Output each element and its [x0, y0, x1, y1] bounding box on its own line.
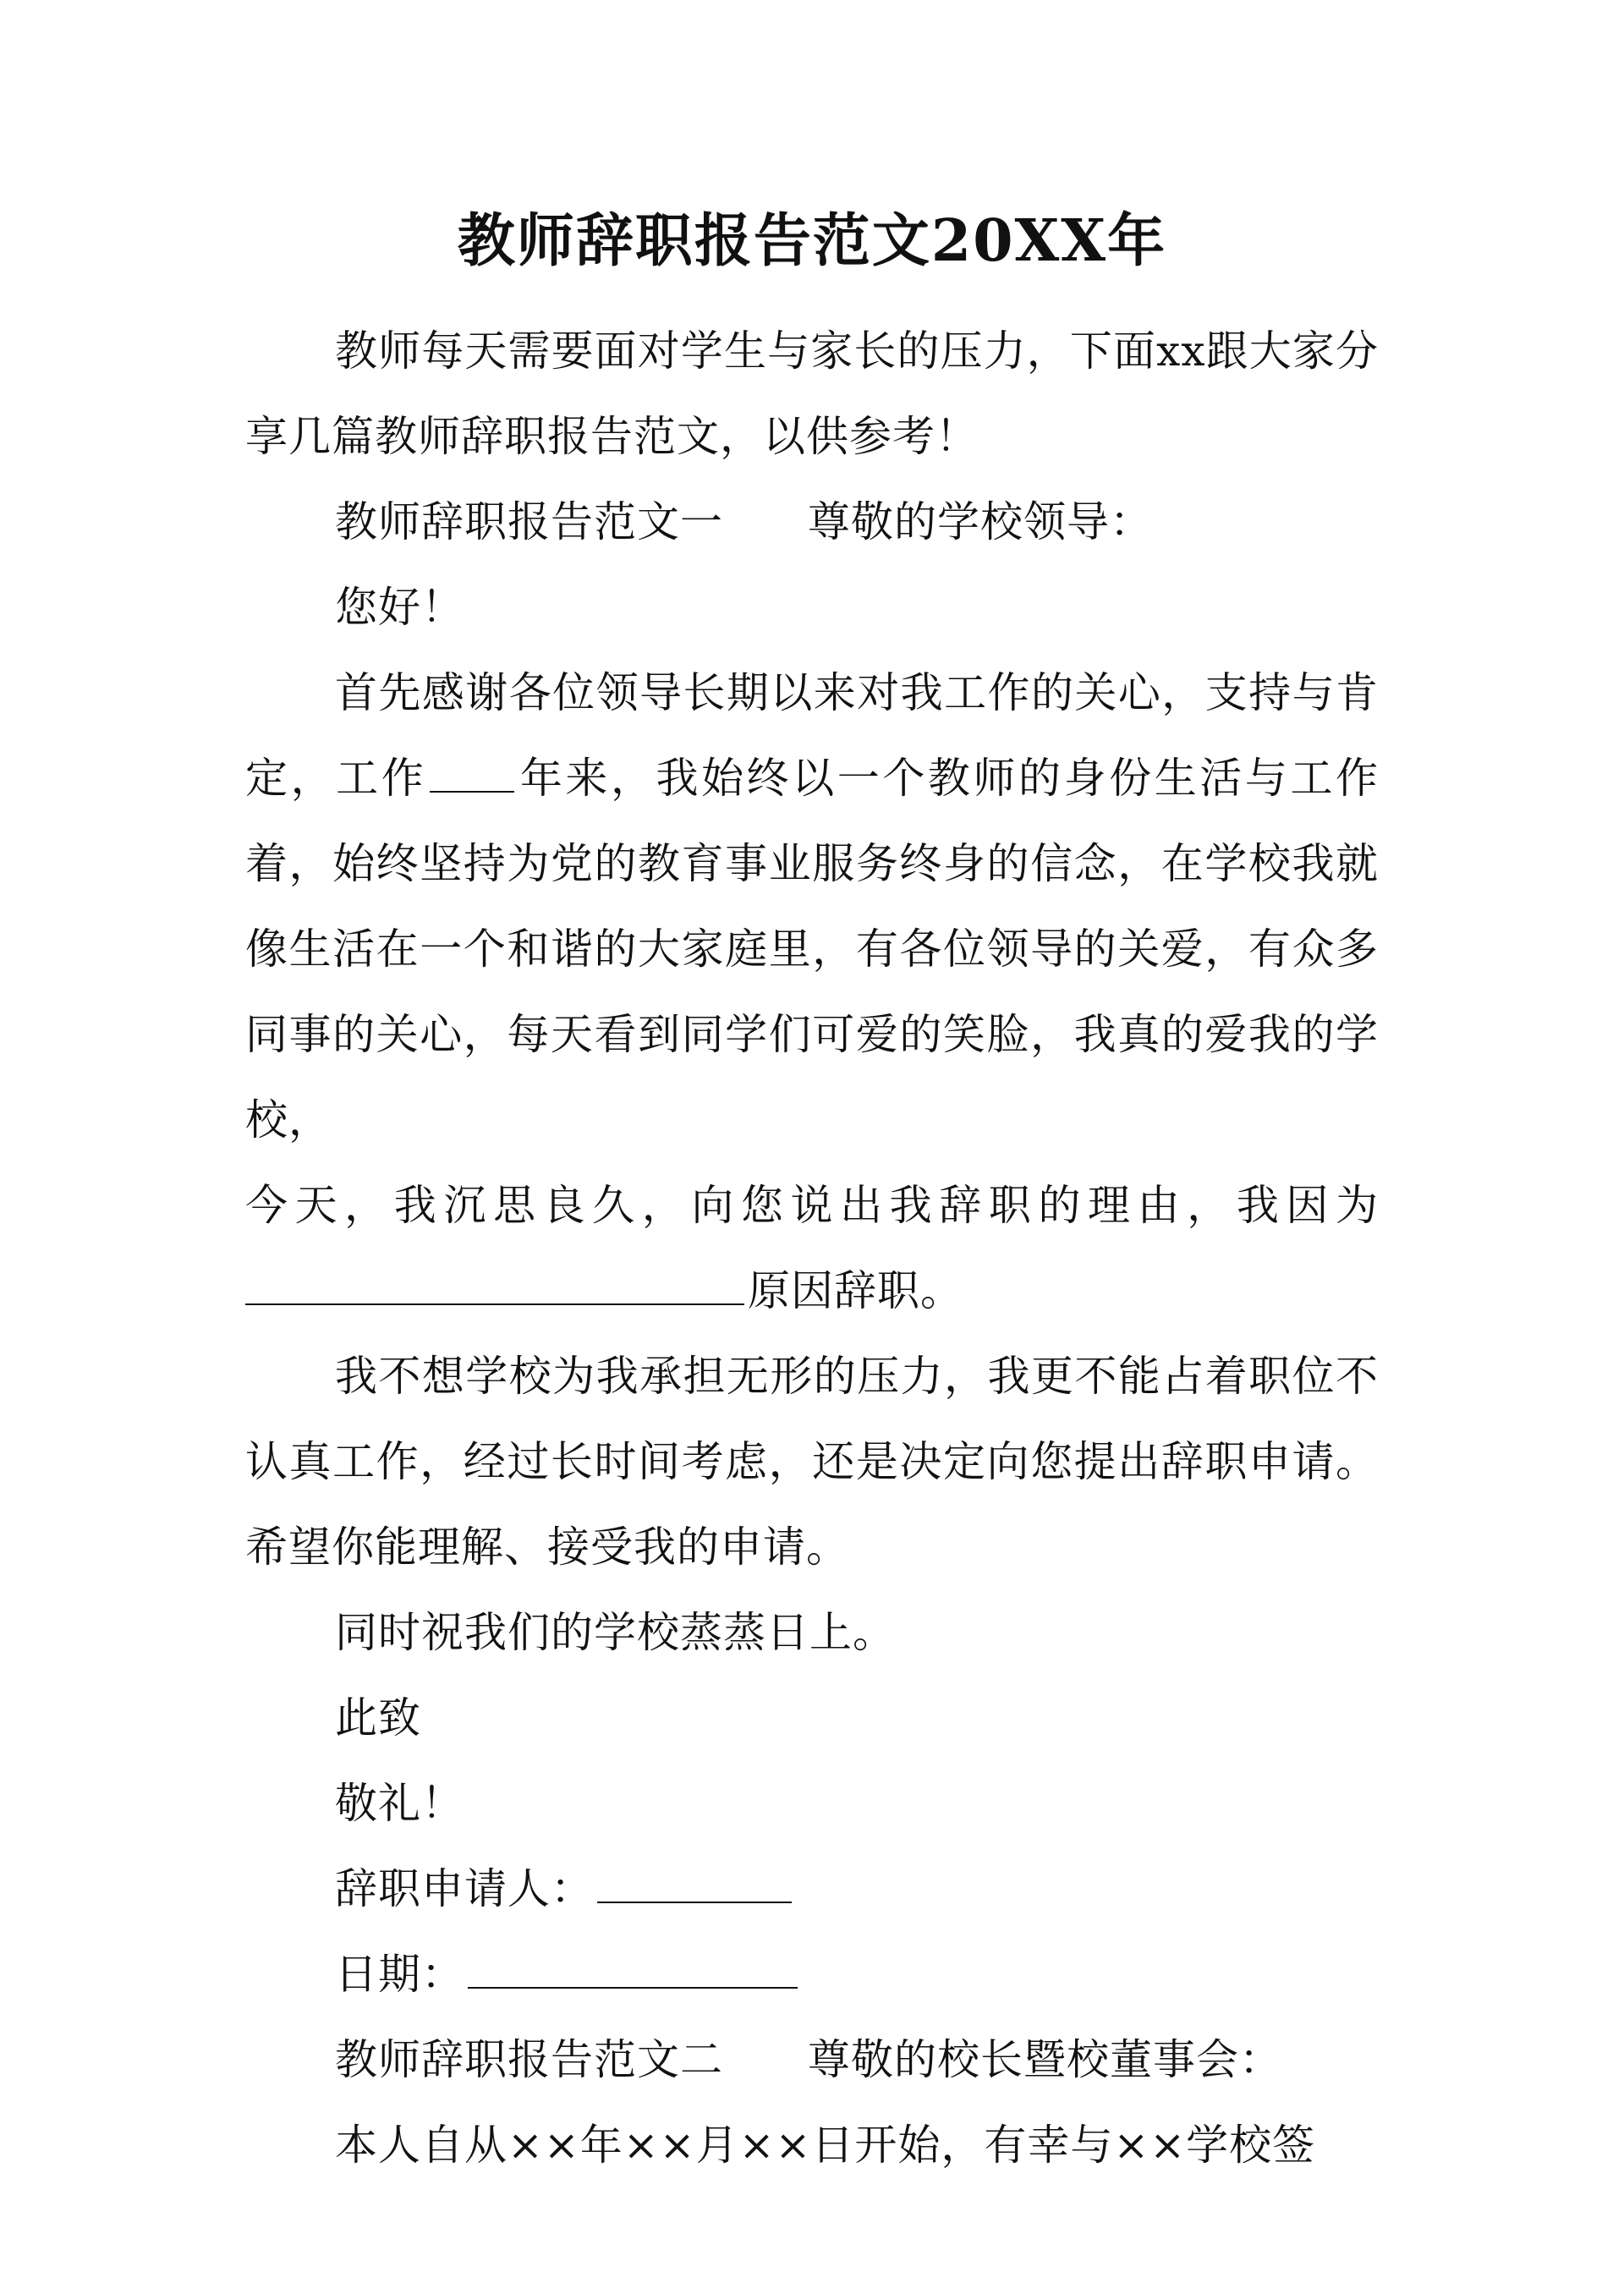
years-blank: [430, 749, 514, 793]
section2-salutation: 尊敬的校长暨校董事会：: [808, 2035, 1282, 2084]
closing-line-1: 此致: [335, 1693, 421, 1742]
date-blank: [468, 1945, 798, 1989]
closing-line-2: 敬礼！: [335, 1779, 464, 1828]
para1-part-a: 首先感谢各位领导长期以来对我工作的关心，支持与肯定，工作: [245, 668, 1379, 803]
applicant-line: [245, 1847, 1379, 1932]
section2-paragraph-1: 本人自从××年××月××日开始，有幸与××学校签: [335, 2121, 1316, 2170]
applicant-label: 辞职申请人：: [335, 1864, 594, 1913]
applicant-blank: [597, 1859, 792, 1903]
reason-blank: [245, 1261, 744, 1305]
document-body: [245, 309, 1379, 2188]
section1-reason-blank-line: [245, 1249, 1379, 1334]
section1-paragraph-1: [245, 650, 1379, 1163]
date-line: [245, 1932, 1379, 2017]
section2-heading-line: [245, 2017, 1379, 2103]
section1-greeting: 您好！: [335, 583, 464, 632]
date-label: 日期：: [335, 1950, 464, 1999]
para1-part-b: 年来，我始终以一个教师的身份生活与工作着，始终坚持为党的教育事业服务终身的信念，在学校我就像生活在一个和谐的大家庭里，有各位领导的关爱，有众多同事的关心，每天看到同学们可爱的笑脸，我真的爱我的学校，: [245, 754, 1380, 1144]
section1-reason-line: 今天，我沉思良久，向您说出我辞职的理由，我因为: [245, 1181, 1379, 1230]
section1-heading-line: [245, 480, 1379, 565]
intro-paragraph: 教师每天需要面对学生与家长的压力，下面xx跟大家分享几篇教师辞职报告范文，以供参考！: [245, 327, 1379, 461]
section1-paragraph-2: 我不想学校为我承担无形的压力，我更不能占着职位不认真工作，经过长时间考虑，还是决定向您提出辞职申请。希望你能理解、接受我的申请。: [245, 1352, 1379, 1572]
section1-salutation: 尊敬的学校领导：: [808, 497, 1153, 546]
para1-part-d: 原因辞职。: [748, 1266, 963, 1315]
section2-heading: 教师辞职报告范文二: [335, 2035, 723, 2084]
section1-heading: 教师辞职报告范文一: [335, 497, 723, 546]
document-title: 教师辞职报告范文20XX年: [457, 207, 1167, 275]
section1-paragraph-3: 同时祝我们的学校蒸蒸日上。: [335, 1608, 896, 1657]
